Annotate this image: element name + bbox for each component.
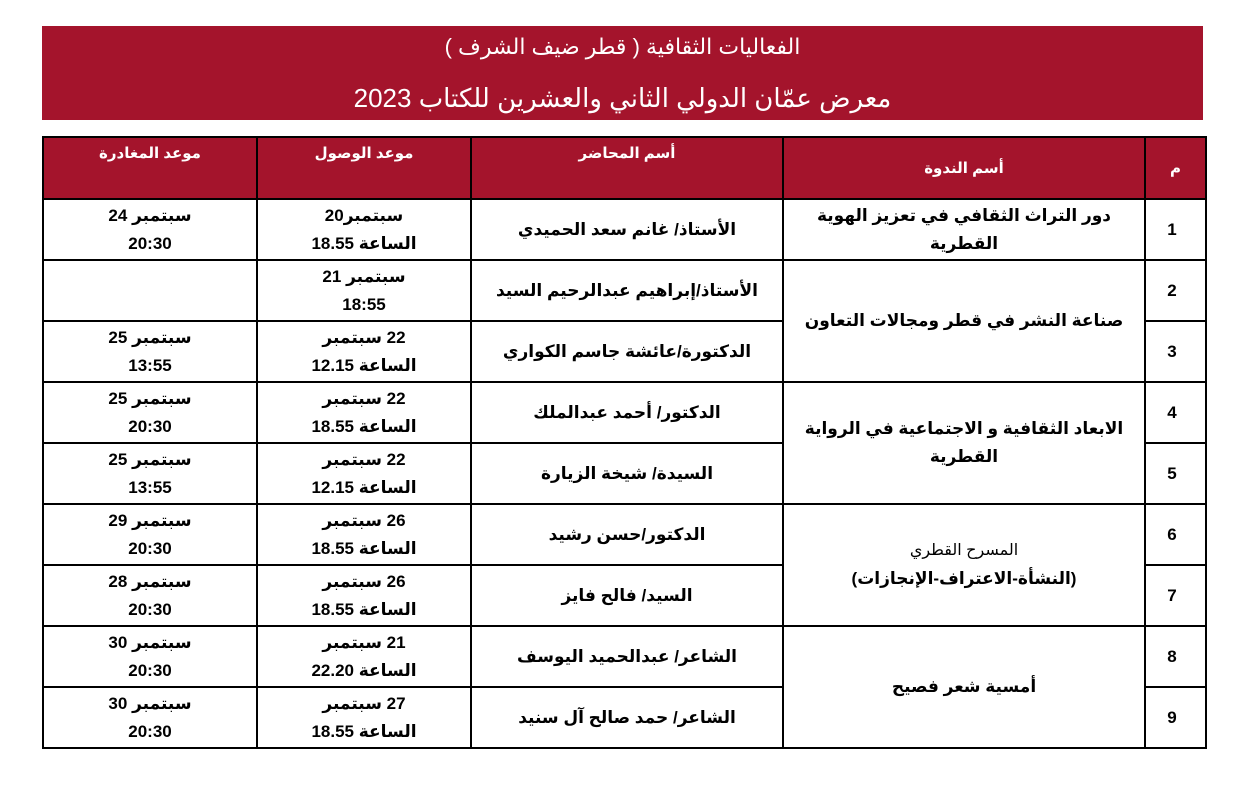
- arrival-date: 26 سبتمبر: [322, 571, 406, 591]
- number-cell: [1145, 382, 1206, 443]
- arrival-time: الساعة 18.55: [311, 416, 417, 436]
- arrival-cell: [257, 260, 471, 321]
- number-cell: [1145, 321, 1206, 382]
- arrival-date: سبتمبر20: [324, 205, 404, 225]
- header-speaker: أسم المحاضر: [471, 137, 783, 199]
- speaker-cell: الأستاذ/إبراهيم عبدالرحيم السيد: [471, 260, 783, 321]
- speaker-cell: الشاعر/ حمد صالح آل سنيد: [471, 687, 783, 748]
- arrival-cell: [257, 199, 471, 260]
- arrival-cell: [257, 382, 471, 443]
- arrival-date: 22 سبتمبر: [322, 327, 406, 347]
- departure-date: سبتمبر 25: [108, 449, 192, 469]
- arrival-date: 27 سبتمبر: [322, 693, 406, 713]
- arrival-cell: [257, 504, 471, 565]
- arrival-time: 18:55: [342, 294, 386, 314]
- number-cell: [1145, 260, 1206, 321]
- arrival-time: الساعة 18.55: [311, 599, 417, 619]
- row-number: 8: [1167, 646, 1177, 666]
- table-header-row: [43, 137, 1206, 199]
- arrival-date: 21 سبتمبر: [322, 632, 406, 652]
- header-banner: [42, 26, 1203, 120]
- header-arrival: موعد الوصول: [257, 137, 471, 199]
- departure-time: 20:30: [128, 660, 172, 680]
- departure-cell: [43, 443, 257, 504]
- number-cell: [1145, 443, 1206, 504]
- table-row: [43, 382, 1206, 443]
- departure-cell: [43, 199, 257, 260]
- number-cell: [1145, 199, 1206, 260]
- arrival-date: 22 سبتمبر: [322, 388, 406, 408]
- row-number: 1: [1167, 219, 1177, 239]
- arrival-time: الساعة 18.55: [311, 233, 417, 253]
- arrival-cell: [257, 687, 471, 748]
- topic-cell: صناعة النشر في قطر ومجالات التعاون: [783, 260, 1145, 382]
- header-number: م: [1145, 137, 1206, 199]
- row-number: 3: [1167, 341, 1177, 361]
- departure-time: 20:30: [128, 538, 172, 558]
- row-number: 9: [1167, 707, 1177, 727]
- row-number: 4: [1167, 402, 1177, 422]
- departure-time: 20:30: [128, 416, 172, 436]
- topic-cell: [783, 504, 1145, 626]
- speaker-cell: الشاعر/ عبدالحميد اليوسف: [471, 626, 783, 687]
- table-row: [43, 260, 1206, 321]
- header-subtitle: معرض عمّان الدولي الثاني والعشرين للكتاب 2023: [353, 83, 892, 113]
- number-cell: [1145, 687, 1206, 748]
- row-number: 5: [1167, 463, 1177, 483]
- arrival-cell: [257, 443, 471, 504]
- schedule-table: [42, 136, 1207, 749]
- departure-cell: [43, 565, 257, 626]
- speaker-cell: السيدة/ شيخة الزيارة: [471, 443, 783, 504]
- table-row: [43, 504, 1206, 565]
- departure-cell: [43, 382, 257, 443]
- departure-date: سبتمبر 30: [108, 632, 192, 652]
- speaker-cell: الدكتورة/عائشة جاسم الكواري: [471, 321, 783, 382]
- row-number: 7: [1167, 585, 1177, 605]
- arrival-time: الساعة 12.15: [311, 355, 417, 375]
- arrival-cell: [257, 321, 471, 382]
- speaker-cell: الدكتور/ أحمد عبدالملك: [471, 382, 783, 443]
- departure-date: سبتمبر 29: [108, 510, 192, 530]
- topic-subtitle: (النشأة-الاعتراف-الإنجازات): [851, 569, 1077, 588]
- speaker-cell: السيد/ فالح فايز: [471, 565, 783, 626]
- departure-time: 20:30: [128, 233, 172, 253]
- row-number: 6: [1167, 524, 1177, 544]
- arrival-date: 26 سبتمبر: [322, 510, 406, 530]
- departure-time: 13:55: [128, 355, 172, 375]
- topic-cell: الابعاد الثقافية و الاجتماعية في الرواية القطرية: [783, 382, 1145, 504]
- arrival-time: الساعة 22.20: [311, 660, 417, 680]
- departure-cell: [43, 321, 257, 382]
- arrival-cell: [257, 565, 471, 626]
- table-row: [43, 199, 1206, 260]
- arrival-time: الساعة 12.15: [311, 477, 417, 497]
- topic-title: المسرح القطري: [909, 542, 1019, 559]
- number-cell: [1145, 565, 1206, 626]
- departure-cell: [43, 687, 257, 748]
- departure-date: سبتمبر 24: [108, 205, 192, 225]
- speaker-cell: الأستاذ/ غانم سعد الحميدي: [471, 199, 783, 260]
- departure-time: 20:30: [128, 721, 172, 741]
- departure-cell: [43, 260, 257, 321]
- arrival-time: الساعة 18.55: [311, 721, 417, 741]
- speaker-cell: الدكتور/حسن رشيد: [471, 504, 783, 565]
- arrival-time: الساعة 18.55: [311, 538, 417, 558]
- number-cell: [1145, 626, 1206, 687]
- header-title: الفعاليات الثقافية ( قطر ضيف الشرف ): [444, 34, 801, 59]
- header-departure: موعد المغادرة: [43, 137, 257, 199]
- departure-time: 13:55: [128, 477, 172, 497]
- arrival-cell: [257, 626, 471, 687]
- departure-date: سبتمبر 28: [108, 571, 192, 591]
- topic-cell: دور التراث الثقافي في تعزيز الهوية القطرية: [783, 199, 1145, 260]
- arrival-date: 22 سبتمبر: [322, 449, 406, 469]
- departure-cell: [43, 626, 257, 687]
- arrival-date: سبتمبر 21: [322, 266, 406, 286]
- header-topic: أسم الندوة: [783, 137, 1145, 199]
- table-row: [43, 626, 1206, 687]
- departure-date: سبتمبر 25: [108, 388, 192, 408]
- topic-cell: أمسية شعر فصيح: [783, 626, 1145, 748]
- departure-time: 20:30: [128, 599, 172, 619]
- departure-cell: [43, 504, 257, 565]
- row-number: 2: [1167, 280, 1177, 300]
- departure-date: سبتمبر 25: [108, 327, 192, 347]
- departure-date: سبتمبر 30: [108, 693, 192, 713]
- number-cell: [1145, 504, 1206, 565]
